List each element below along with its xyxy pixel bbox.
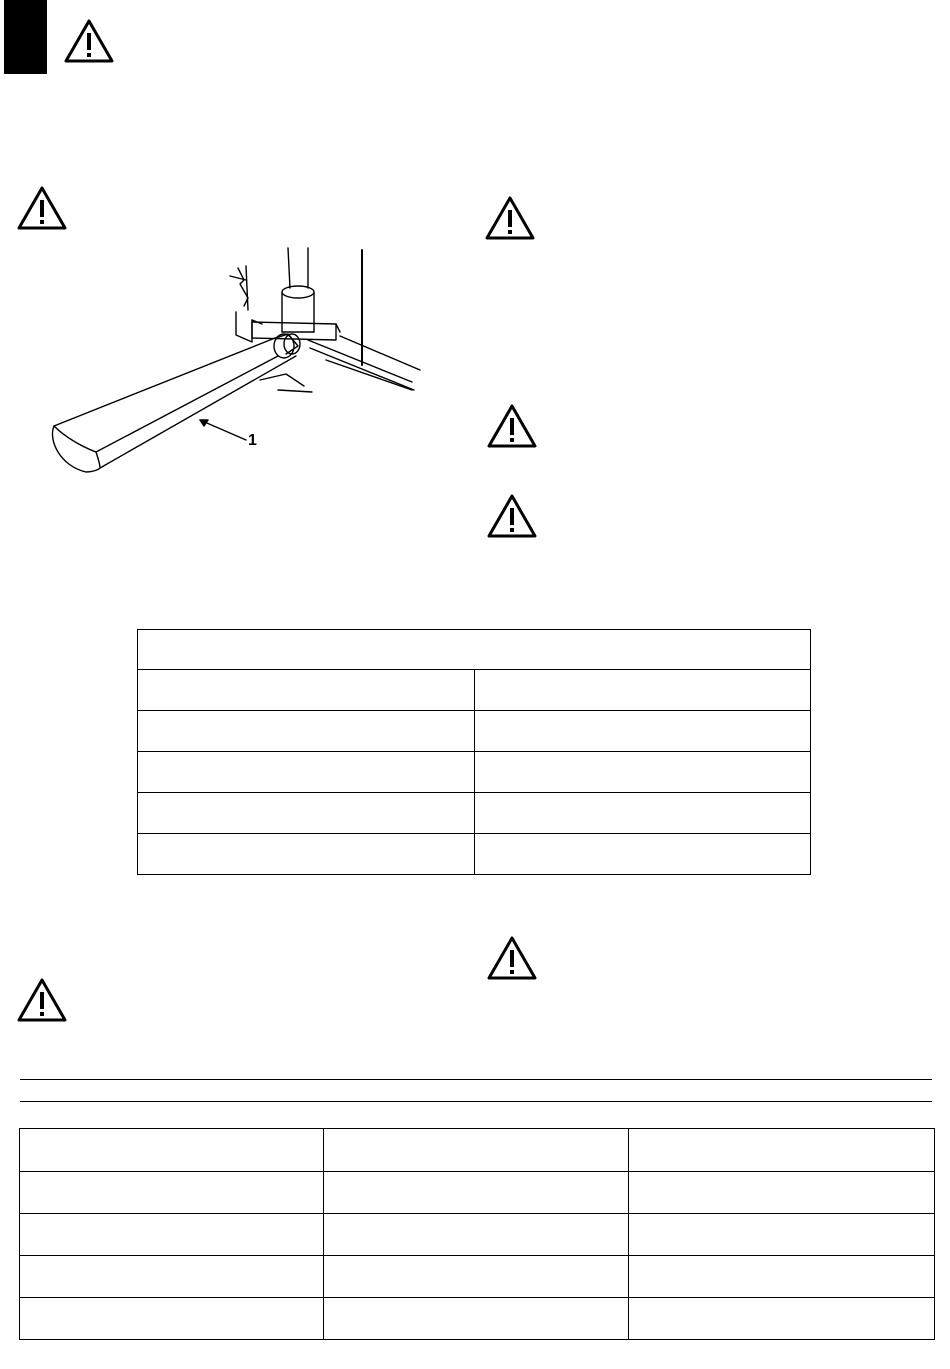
table-cell [629,1214,935,1256]
spec-table-b [19,1128,935,1340]
table-cell [475,752,811,793]
table-cell [20,1256,324,1298]
table-row [20,1172,935,1214]
table-cell [629,1172,935,1214]
warning-triangle-icon [484,195,536,241]
table-cell [629,1256,935,1298]
technical-illustration [40,240,440,480]
table-row [138,711,811,752]
table-row [20,1129,935,1172]
table-cell [629,1129,935,1172]
table-cell [324,1172,629,1214]
table-cell [475,711,811,752]
table-cell [324,1214,629,1256]
table-row [20,1256,935,1298]
table-cell [20,1129,324,1172]
table-row [138,752,811,793]
table-cell [20,1172,324,1214]
warning-triangle-icon [486,935,538,981]
black-tab-marker [4,0,47,74]
table-cell [20,1298,324,1340]
table-cell [324,1298,629,1340]
table-cell [20,1214,324,1256]
table-cell [138,834,475,875]
table-row [20,1298,935,1340]
table-cell [138,752,475,793]
table-row [138,793,811,834]
table-cell [138,630,811,670]
table-row [20,1214,935,1256]
table-cell [138,670,475,711]
table-cell [475,834,811,875]
divider-rule [20,1101,932,1102]
callout-label: 1 [248,432,257,449]
table-cell [629,1298,935,1340]
warning-triangle-icon [486,493,538,539]
table-cell [475,793,811,834]
warning-triangle-icon [16,185,68,231]
table-cell [475,670,811,711]
warning-triangle-icon [63,18,115,64]
table-row [138,670,811,711]
table-cell [324,1256,629,1298]
table-cell [324,1129,629,1172]
table-cell [138,711,475,752]
spec-table-a [137,629,811,875]
table-row [138,834,811,875]
divider-rule [20,1079,932,1080]
table-cell [138,793,475,834]
warning-triangle-icon [16,977,68,1023]
warning-triangle-icon [486,403,538,449]
